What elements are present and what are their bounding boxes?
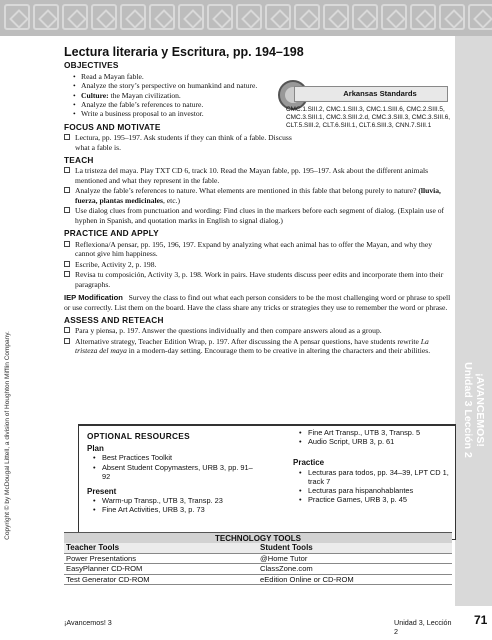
checkbox-icon (64, 327, 70, 333)
optional-right-column (293, 428, 453, 504)
checkbox-icon (64, 167, 70, 173)
header-pattern-tile (294, 4, 320, 30)
header-pattern-tile (323, 4, 349, 30)
present-list-continued (293, 428, 453, 446)
practice-heading: PRACTICE AND APPLY (64, 228, 159, 239)
header-pattern-tile (381, 4, 407, 30)
practice-label: Practice (293, 458, 325, 468)
plan-label: Plan (87, 444, 104, 454)
list-item: • Lecturas para hispanohablantes (299, 486, 453, 495)
header-pattern-tile (4, 4, 30, 30)
present-list (87, 496, 257, 514)
header-pattern-tile (120, 4, 146, 30)
iep-modification: IEP Modification Survey the class to find out what each person considers to be the most challenging word or phrase to spell or use correctly. List them on the board. Have the class share any tricks or strategies they use to remember the word or phrase. (64, 293, 451, 312)
practice-item: Reflexiona/A pensar, pp. 195, 196, 197. Expand by analyzing what each animal has to offer the Mayan, and why they cannot give him happiness. (64, 240, 452, 259)
assess-item: Para y piensa, p. 197. Answer the questions individually and then compare answers aloud as a group. (64, 326, 452, 335)
footer-book-title: ¡Avancemos! 3 (64, 618, 112, 627)
objectives-heading: OBJECTIVES (64, 60, 119, 71)
header-pattern-tile (265, 4, 291, 30)
teach-item: La tristeza del maya. Play TXT CD 6, track 10. Read the Mayan fable, pp. 195–197. Ask about the different animals mentioned and what they represent in the fable. (64, 166, 452, 185)
optional-resources-box (78, 424, 456, 540)
list-item: • Lecturas para todos, pp. 34–39, LPT CD 1, track 7 (299, 468, 453, 486)
list-item: • Fine Art Activities, URB 3, p. 73 (93, 505, 257, 514)
header-pattern-tile (439, 4, 465, 30)
plan-list (87, 453, 257, 481)
table-cell: EasyPlanner CD-ROM (66, 564, 143, 573)
table-row (64, 543, 452, 554)
header-pattern-tile (178, 4, 204, 30)
assess-item: Alternative strategy, Teacher Edition Wrap, p. 197. After discussing the A pensar questions, have students rewrite La tristeza del maya in a modern-day setting. Encourage them to be creative in altering the characters and their abilities. (64, 337, 452, 356)
practice-list (64, 240, 452, 289)
header-decorative-band (0, 0, 492, 36)
teach-list (64, 166, 452, 225)
table-cell: ClassZone.com (260, 564, 313, 573)
assess-heading: ASSESS AND RETEACH (64, 314, 164, 325)
table-row (64, 564, 452, 575)
checkbox-icon (64, 241, 70, 247)
list-item: • Warm-up Transp., UTB 3, Transp. 23 (93, 496, 257, 505)
table-cell: Power Presentations (66, 553, 137, 563)
side-tab-subtitle: Unidad 3 Lección 2 (462, 362, 475, 458)
list-item: • Fine Art Transp., UTB 3, Transp. 5 (299, 428, 453, 437)
practice-resources-list (293, 468, 453, 505)
objective-item: • Analyze the fable’s references to nature. (73, 100, 284, 109)
standards-codes: CMC.1.SIII.2, CMC.1.SIII.3, CMC.1.SIII.6, CMC.2.SIII.5, CMC.3.SIII.1, CMC.3.SIII.2.d, CMC.3.SIII.3, CMC.3.SIII.6, CLT.5.SIII.2, CLT.6.SIII.1, CLT.6.SIII.3, CNN.7.SIII.1 (286, 106, 451, 129)
page-title: Lectura literaria y Escritura, pp. 194–198 (64, 45, 304, 59)
practice-item: Escribe, Activity 2, p. 198. (64, 260, 452, 269)
list-item: • Best Practices Toolkit (93, 453, 257, 462)
practice-item: Revisa tu composición, Activity 3, p. 198. Work in pairs. Have students discuss peer edits and incorporate them into their paragraphs. (64, 270, 452, 289)
header-pattern-tile (410, 4, 436, 30)
teach-item: Use dialog clues from punctuation and wording: Find clues in the markers before each segment of dialog. (Explain use of hyphen in Spanish, and quotation marks in English to signal dialog.) (64, 206, 452, 225)
objective-item: • Culture: the Mayan civilization. (73, 91, 284, 100)
standards-title: Arkansas Standards (294, 86, 448, 102)
checkbox-icon (64, 207, 70, 213)
objectives-list (64, 72, 284, 119)
header-pattern-tile (33, 4, 59, 30)
objective-item: • Write a business proposal to an investor. (73, 109, 284, 118)
side-tab (462, 300, 486, 520)
table-row (64, 554, 452, 565)
objective-item: • Analyze the story’s perspective on humankind and nature. (73, 81, 284, 90)
header-pattern-tile (91, 4, 117, 30)
checkbox-icon (64, 338, 70, 344)
list-item: • Audio Script, URB 3, p. 61 (299, 437, 453, 446)
teach-item: Analyze the fable’s references to nature. What elements are mentioned in this fable that belong purely to nature? (lluvia, fuerza, plantas medicinales, etc.) (64, 186, 452, 205)
header-pattern-tile (62, 4, 88, 30)
header-pattern-tile (149, 4, 175, 30)
student-tools-header: Student Tools (260, 543, 313, 552)
side-tab-title: ¡AVANCEMOS! (474, 373, 487, 447)
header-pattern-tile (207, 4, 233, 30)
table-cell: @Home Tutor (260, 553, 308, 563)
table-cell: eEdition Online or CD-ROM (260, 574, 354, 584)
tech-title: TECHNOLOGY TOOLS (64, 532, 452, 543)
objective-item: • Read a Mayan fable. (73, 72, 284, 81)
table-cell: Test Generator CD-ROM (66, 574, 150, 584)
technology-tools-table (64, 532, 452, 585)
checkbox-icon (64, 187, 70, 193)
checkbox-icon (64, 271, 70, 277)
teacher-tools-header: Teacher Tools (66, 543, 120, 552)
checkbox-icon (64, 261, 70, 267)
teach-heading: TEACH (64, 155, 94, 166)
focus-heading: FOCUS AND MOTIVATE (64, 121, 161, 132)
optional-title: OPTIONAL RESOURCES (87, 431, 190, 441)
list-item: • Practice Games, URB 3, p. 45 (299, 495, 453, 504)
copyright-notice: Copyright © by McDougal Littell, a division of Houghton Mifflin Company. (3, 330, 11, 540)
page-number: 71 (474, 613, 488, 627)
focus-item: Lectura, pp. 195–197. Ask students if they can think of a fable. Discuss what a fable is. (64, 133, 294, 152)
present-label: Present (87, 487, 117, 497)
footer-unit: Unidad 3, Lección 2 (394, 618, 452, 636)
assess-list (64, 326, 452, 355)
focus-list (64, 133, 294, 152)
header-pattern-tile (468, 4, 492, 30)
list-item: • Absent Student Copymasters, URB 3, pp. 91–92 (93, 463, 257, 481)
header-pattern-tile (236, 4, 262, 30)
header-pattern-tile (352, 4, 378, 30)
table-row (64, 575, 452, 586)
checkbox-icon (64, 134, 70, 140)
lesson-content (64, 45, 452, 357)
optional-left-column (87, 432, 257, 515)
